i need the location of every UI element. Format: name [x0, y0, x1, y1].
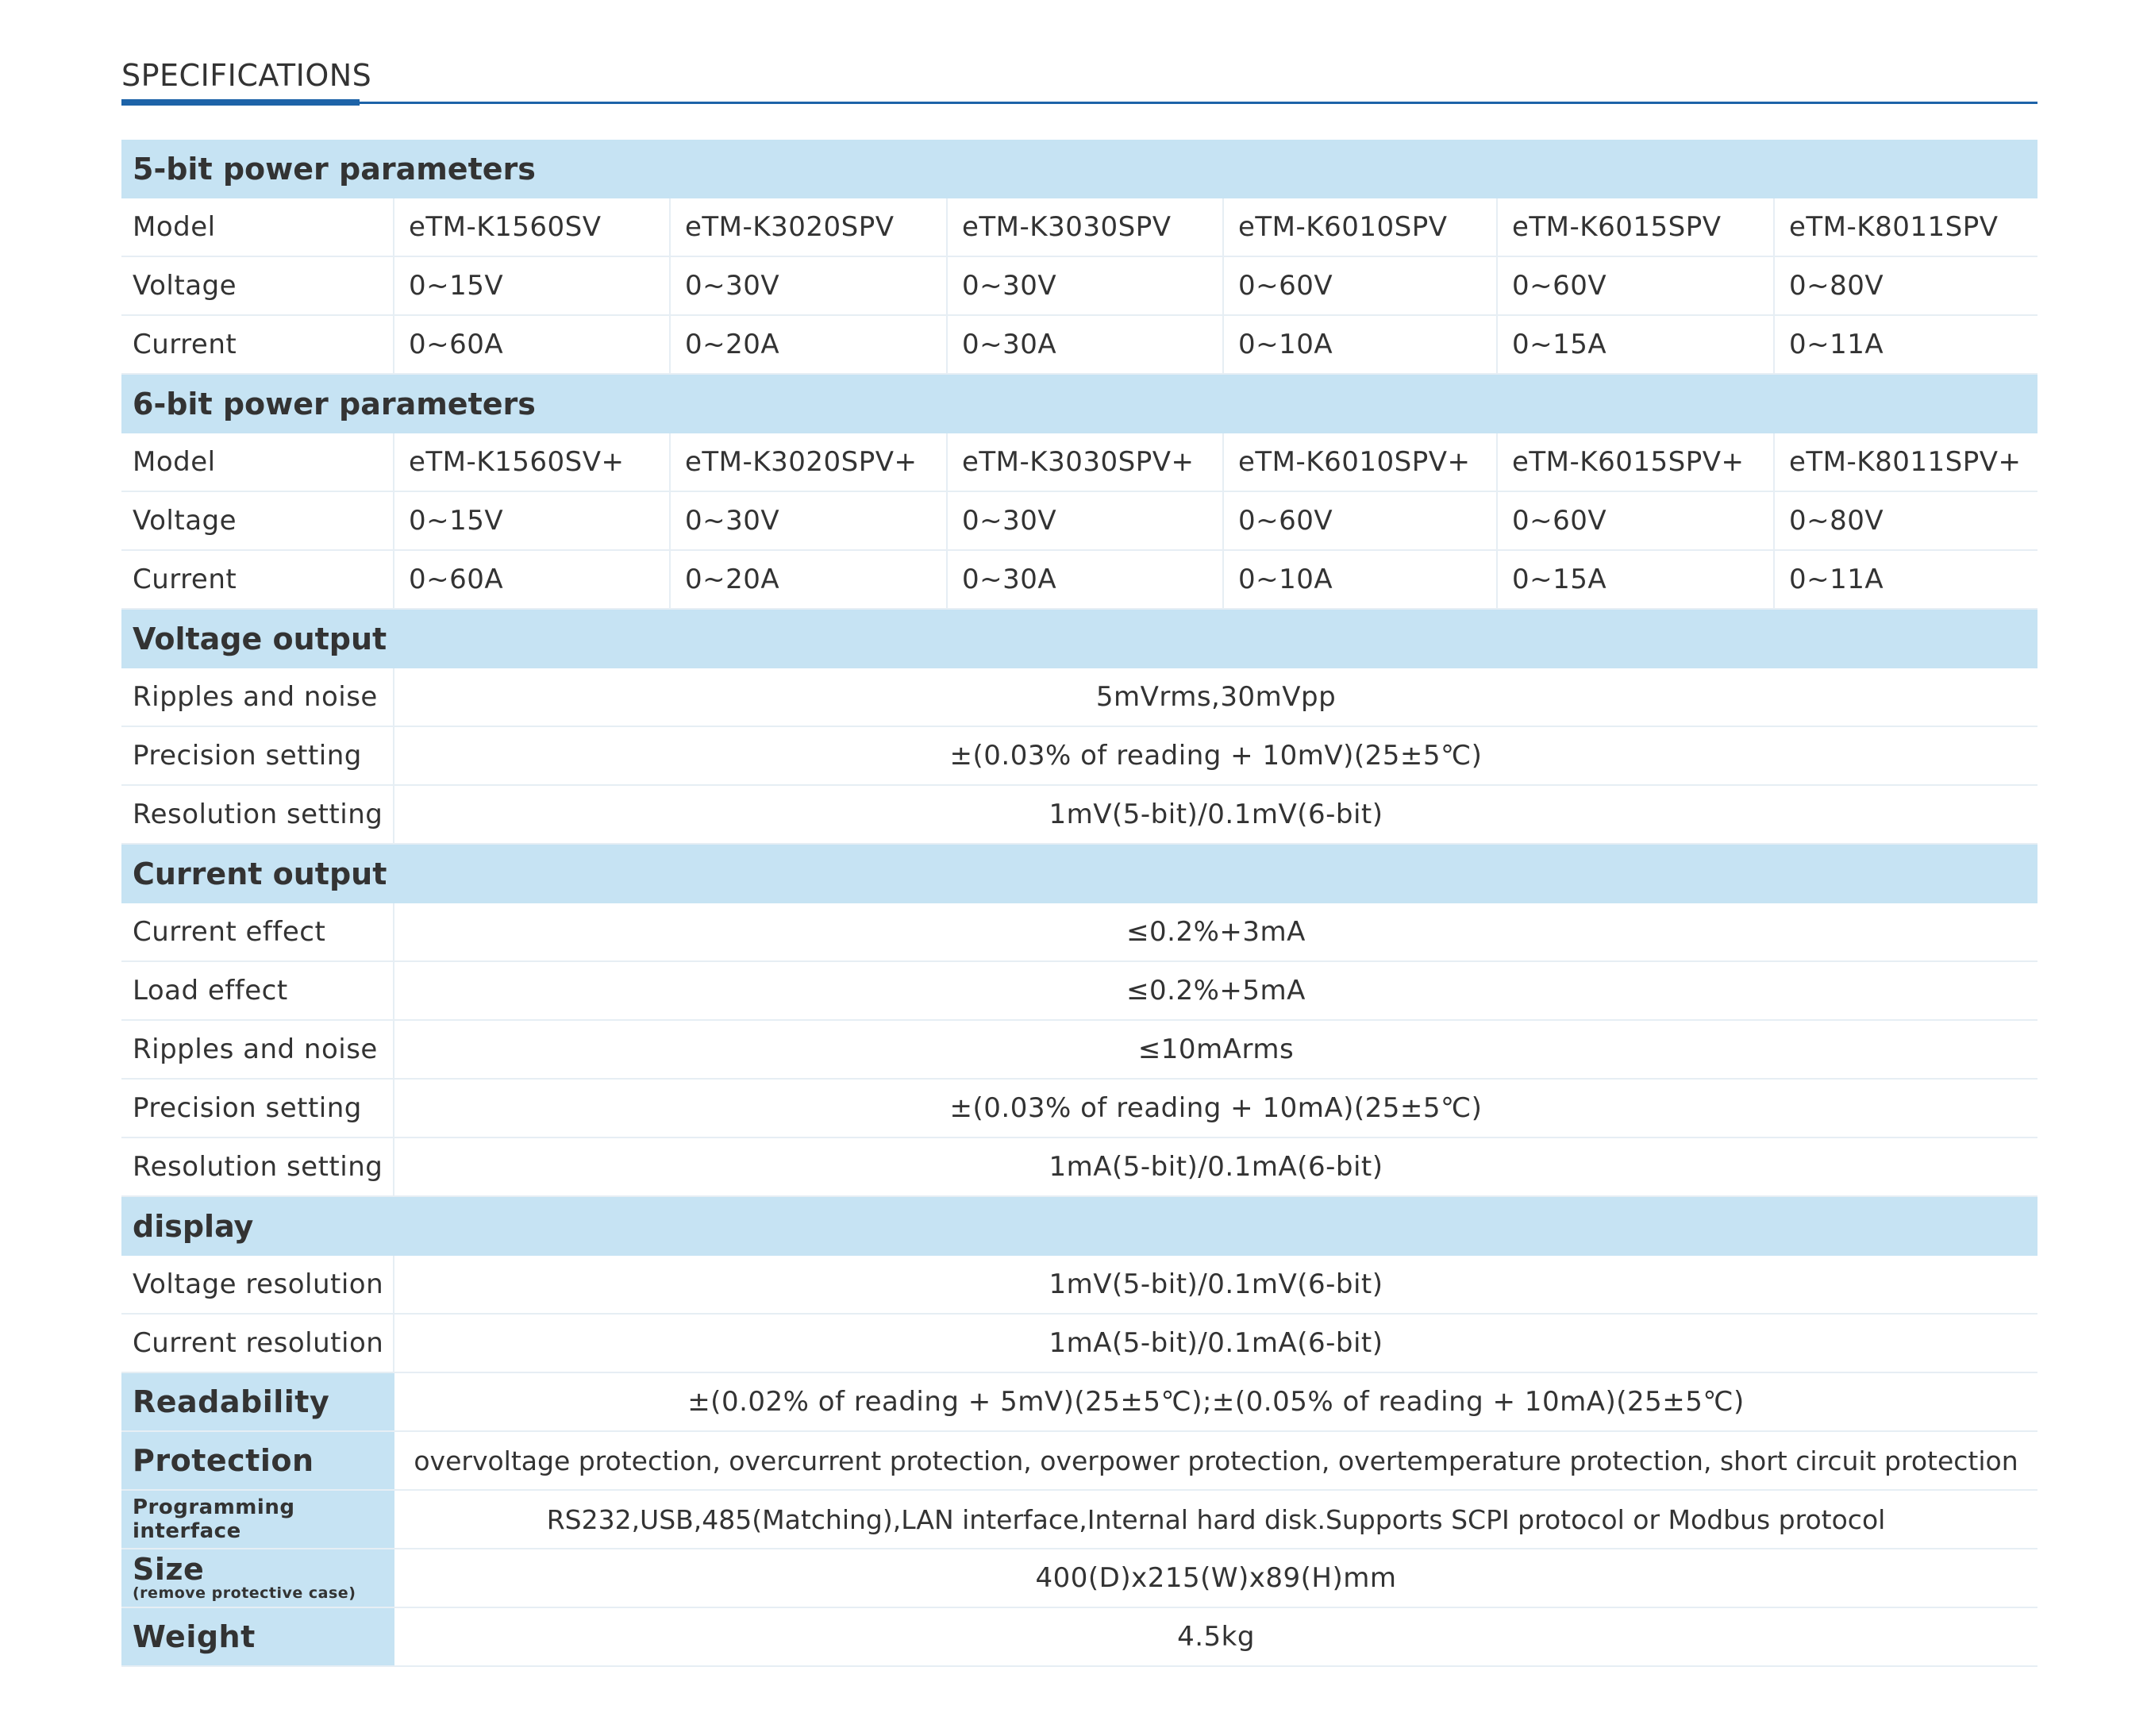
- row-label: Model: [121, 198, 394, 256]
- section-5bit-power: 5-bit power parameters: [121, 140, 2037, 198]
- row-label: Ripples and noise: [121, 668, 394, 726]
- page-title: SPECIFICATIONS: [121, 58, 372, 93]
- table-cell: 0~20A: [671, 551, 948, 608]
- table-row-5bit-voltage: [121, 257, 2037, 316]
- table-cell: 0~15A: [1498, 551, 1775, 608]
- table-cell: 0~60A: [394, 551, 671, 608]
- table-row: [121, 903, 2037, 962]
- section-6bit-power: 6-bit power parameters: [121, 375, 2037, 433]
- table-row: [121, 1080, 2037, 1138]
- row-value: RS232,USB,485(Matching),LAN interface,Internal hard disk.Supports SCPI protocol or Modbus protocol: [546, 1503, 1886, 1535]
- table-cell: 0~80V: [1789, 505, 1884, 537]
- table-row: [121, 1021, 2037, 1080]
- table-row: [121, 786, 2037, 845]
- table-cell: eTM-K3020SPV: [671, 198, 948, 256]
- table-cell: 0~15A: [1498, 316, 1775, 373]
- row-label: Voltage: [121, 257, 394, 314]
- row-value: overvoltage protection, overcurrent protection, overpower protection, overtemperature protection, short circuit protection: [414, 1445, 2018, 1476]
- table-row-readability: [121, 1373, 2037, 1432]
- table-row-weight: [121, 1608, 2037, 1667]
- table-row: [121, 727, 2037, 786]
- table-cell: eTM-K6010SPV: [1224, 198, 1498, 256]
- table-row-programming-interface: [121, 1491, 2037, 1549]
- row-label: Precision setting: [121, 727, 394, 784]
- row-value: ±(0.03% of reading + 10mV)(25±5℃): [949, 740, 1483, 772]
- table-cell: eTM-K6015SPV+: [1498, 433, 1775, 491]
- table-cell: 0~10A: [1224, 316, 1498, 373]
- table-cell: eTM-K3030SPV: [948, 198, 1224, 256]
- table-row: [121, 668, 2037, 727]
- table-cell: 0~30A: [948, 551, 1224, 608]
- row-label: Precision setting: [121, 1080, 394, 1137]
- row-value: ≤0.2%+3mA: [1126, 916, 1306, 948]
- row-label: Ripples and noise: [121, 1021, 394, 1078]
- table-cell: 0~60V: [1498, 492, 1775, 549]
- row-value: ≤10mArms: [1137, 1034, 1295, 1065]
- table-cell: 0~15V: [394, 257, 671, 314]
- row-value: ±(0.02% of reading + 5mV)(25±5℃);±(0.05% of reading + 10mA)(25±5℃): [687, 1386, 1745, 1418]
- table-cell: eTM-K8011SPV+: [1789, 446, 2022, 478]
- row-value: 1mA(5-bit)/0.1mA(6-bit): [1049, 1327, 1383, 1359]
- table-cell: eTM-K6010SPV+: [1224, 433, 1498, 491]
- row-value: 1mA(5-bit)/0.1mA(6-bit): [1049, 1151, 1383, 1183]
- row-label: Resolution setting: [121, 786, 394, 843]
- table-cell: 0~60A: [394, 316, 671, 373]
- row-label-weight: Weight: [121, 1608, 394, 1665]
- table-row-5bit-current: [121, 316, 2037, 375]
- table-row-6bit-voltage: [121, 492, 2037, 551]
- table-row: [121, 962, 2037, 1021]
- table-cell: 0~60V: [1224, 257, 1498, 314]
- row-label-programming-interface: Programming interface: [121, 1491, 394, 1548]
- row-label-protection: Protection: [121, 1432, 394, 1489]
- table-cell: 0~80V: [1789, 270, 1884, 302]
- row-label: Load effect: [121, 962, 394, 1019]
- table-cell: eTM-K6015SPV: [1498, 198, 1775, 256]
- row-label-readability: Readability: [121, 1373, 394, 1430]
- spec-header: [121, 56, 2037, 106]
- table-row-6bit-model: [121, 433, 2037, 492]
- header-accent-bar: [121, 99, 360, 106]
- table-row-size: [121, 1549, 2037, 1608]
- table-row-protection: [121, 1432, 2037, 1491]
- table-cell: 0~30V: [948, 257, 1224, 314]
- table-cell: 0~11A: [1789, 329, 1884, 360]
- table-cell: 0~60V: [1224, 492, 1498, 549]
- section-voltage-output: Voltage output: [121, 610, 2037, 668]
- row-value: 4.5kg: [1177, 1621, 1255, 1653]
- row-value: 1mV(5-bit)/0.1mV(6-bit): [1049, 799, 1383, 830]
- row-label: Resolution setting: [121, 1138, 394, 1195]
- row-label: Current effect: [121, 903, 394, 960]
- size-sublabel: (remove protective case): [133, 1584, 356, 1602]
- table-cell: 0~11A: [1789, 564, 1884, 595]
- table-row: [121, 1256, 2037, 1315]
- specifications-table: [121, 140, 2037, 1667]
- table-cell: eTM-K3020SPV+: [671, 433, 948, 491]
- table-cell: 0~20A: [671, 316, 948, 373]
- table-cell: eTM-K1560SV: [394, 198, 671, 256]
- table-cell: 0~30A: [948, 316, 1224, 373]
- table-cell: 0~30V: [671, 257, 948, 314]
- table-row: [121, 1138, 2037, 1197]
- row-label: Voltage: [121, 492, 394, 549]
- row-value: ≤0.2%+5mA: [1126, 975, 1306, 1007]
- row-value: ±(0.03% of reading + 10mA)(25±5℃): [949, 1092, 1483, 1124]
- row-label: Model: [121, 433, 394, 491]
- row-label: Current: [121, 551, 394, 608]
- row-value: 400(D)x215(W)x89(H)mm: [1035, 1562, 1397, 1594]
- row-value: 5mVrms,30mVpp: [1095, 681, 1337, 713]
- table-row: [121, 1315, 2037, 1373]
- table-cell: eTM-K1560SV+: [394, 433, 671, 491]
- section-current-output: Current output: [121, 845, 2037, 903]
- table-cell: eTM-K3030SPV+: [948, 433, 1224, 491]
- section-display: display: [121, 1197, 2037, 1256]
- size-label: Size: [133, 1552, 205, 1587]
- header-divider: [121, 102, 2037, 104]
- row-label: Current resolution: [121, 1315, 394, 1372]
- table-cell: 0~30V: [671, 492, 948, 549]
- row-value: 1mV(5-bit)/0.1mV(6-bit): [1049, 1268, 1383, 1300]
- table-cell: 0~30V: [948, 492, 1224, 549]
- row-label-size: [121, 1549, 394, 1607]
- table-row-6bit-current: [121, 551, 2037, 610]
- row-label: Voltage resolution: [121, 1256, 394, 1313]
- row-label: Current: [121, 316, 394, 373]
- table-row-5bit-model: [121, 198, 2037, 257]
- table-cell: eTM-K8011SPV: [1789, 211, 1999, 243]
- table-cell: 0~10A: [1224, 551, 1498, 608]
- table-cell: 0~15V: [394, 492, 671, 549]
- table-cell: 0~60V: [1498, 257, 1775, 314]
